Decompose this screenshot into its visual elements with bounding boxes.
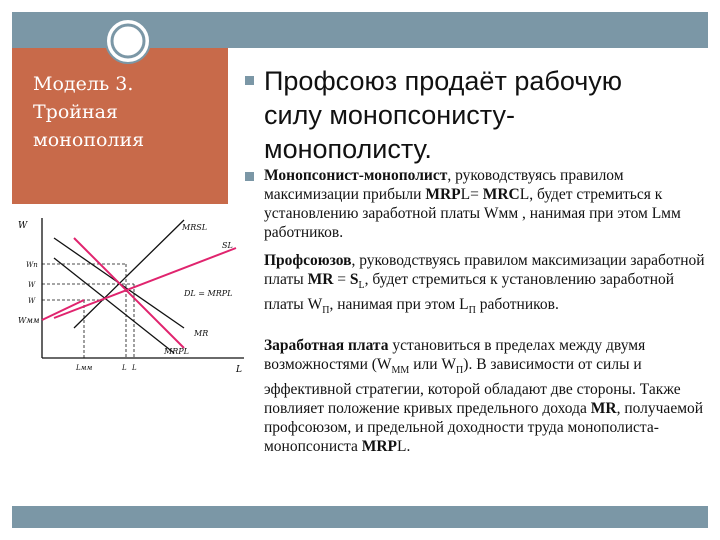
tick-wmm: Wмм (18, 316, 40, 325)
wmm-marker (42, 300, 84, 320)
heading (264, 64, 704, 166)
heading-line2: силу монопсонисту- (264, 100, 515, 130)
slide-title-line2: Тройная (33, 101, 118, 123)
bullet-icon (245, 172, 254, 181)
bottom-band (12, 506, 708, 528)
bullet-icon (245, 76, 254, 85)
heading-line3: монополисту. (264, 134, 432, 164)
circle-ornament-icon (104, 17, 152, 65)
label-mr: MR (194, 329, 209, 338)
x-axis-label: L (236, 365, 242, 375)
slide-title-line1: Модель 3. (33, 73, 134, 95)
y-axis-label: W (18, 221, 28, 231)
curve-mr (74, 238, 184, 348)
tick-lmm: Lмм (76, 364, 93, 372)
tick-l2: L (132, 364, 137, 372)
slide-title (33, 70, 223, 154)
tick-w2: W (28, 297, 36, 305)
tick-w1: W (28, 281, 36, 289)
tick-l1: L (122, 364, 127, 372)
slide-title-line3: монополия (33, 129, 145, 151)
label-supply: SL (222, 241, 233, 250)
paragraph-monopsonist: Монопсонист-монополист, руководствуясь правилом максимизации прибыли MRPL= MRCL, будет стремиться к установлению заработной платы Wмм , нанимая при этом Lмм работников. (264, 167, 681, 241)
label-mrpl: MRPL (164, 347, 189, 356)
label-demand: DL = MRPL (184, 289, 233, 298)
labor-market-diagram (14, 208, 244, 378)
heading-line1: Профсоюз продаёт рабочую (264, 66, 623, 96)
paragraph-union: Профсоюзов, руководствуясь правилом максимизации заработной платы MR = $S_L$, будет стремиться к установлению заработной платы $W_П$, нанимая при этом $L_П$ работников. (264, 252, 705, 317)
label-mrs: MRSL (182, 223, 208, 232)
paragraph-wage: Заработная плата установиться в пределах между двумя возможностями ($W_{ММ}$ или $W_П$). В зависимости от силы и эффективной стратегии, которой обладают две стороны. Также повлияет положение кривых предельного дохода MR, получаемой профсоюзом, и предельной доходности труда монополиста-монопсониста MRPL. (264, 337, 704, 456)
tick-wp: Wп (26, 261, 38, 269)
